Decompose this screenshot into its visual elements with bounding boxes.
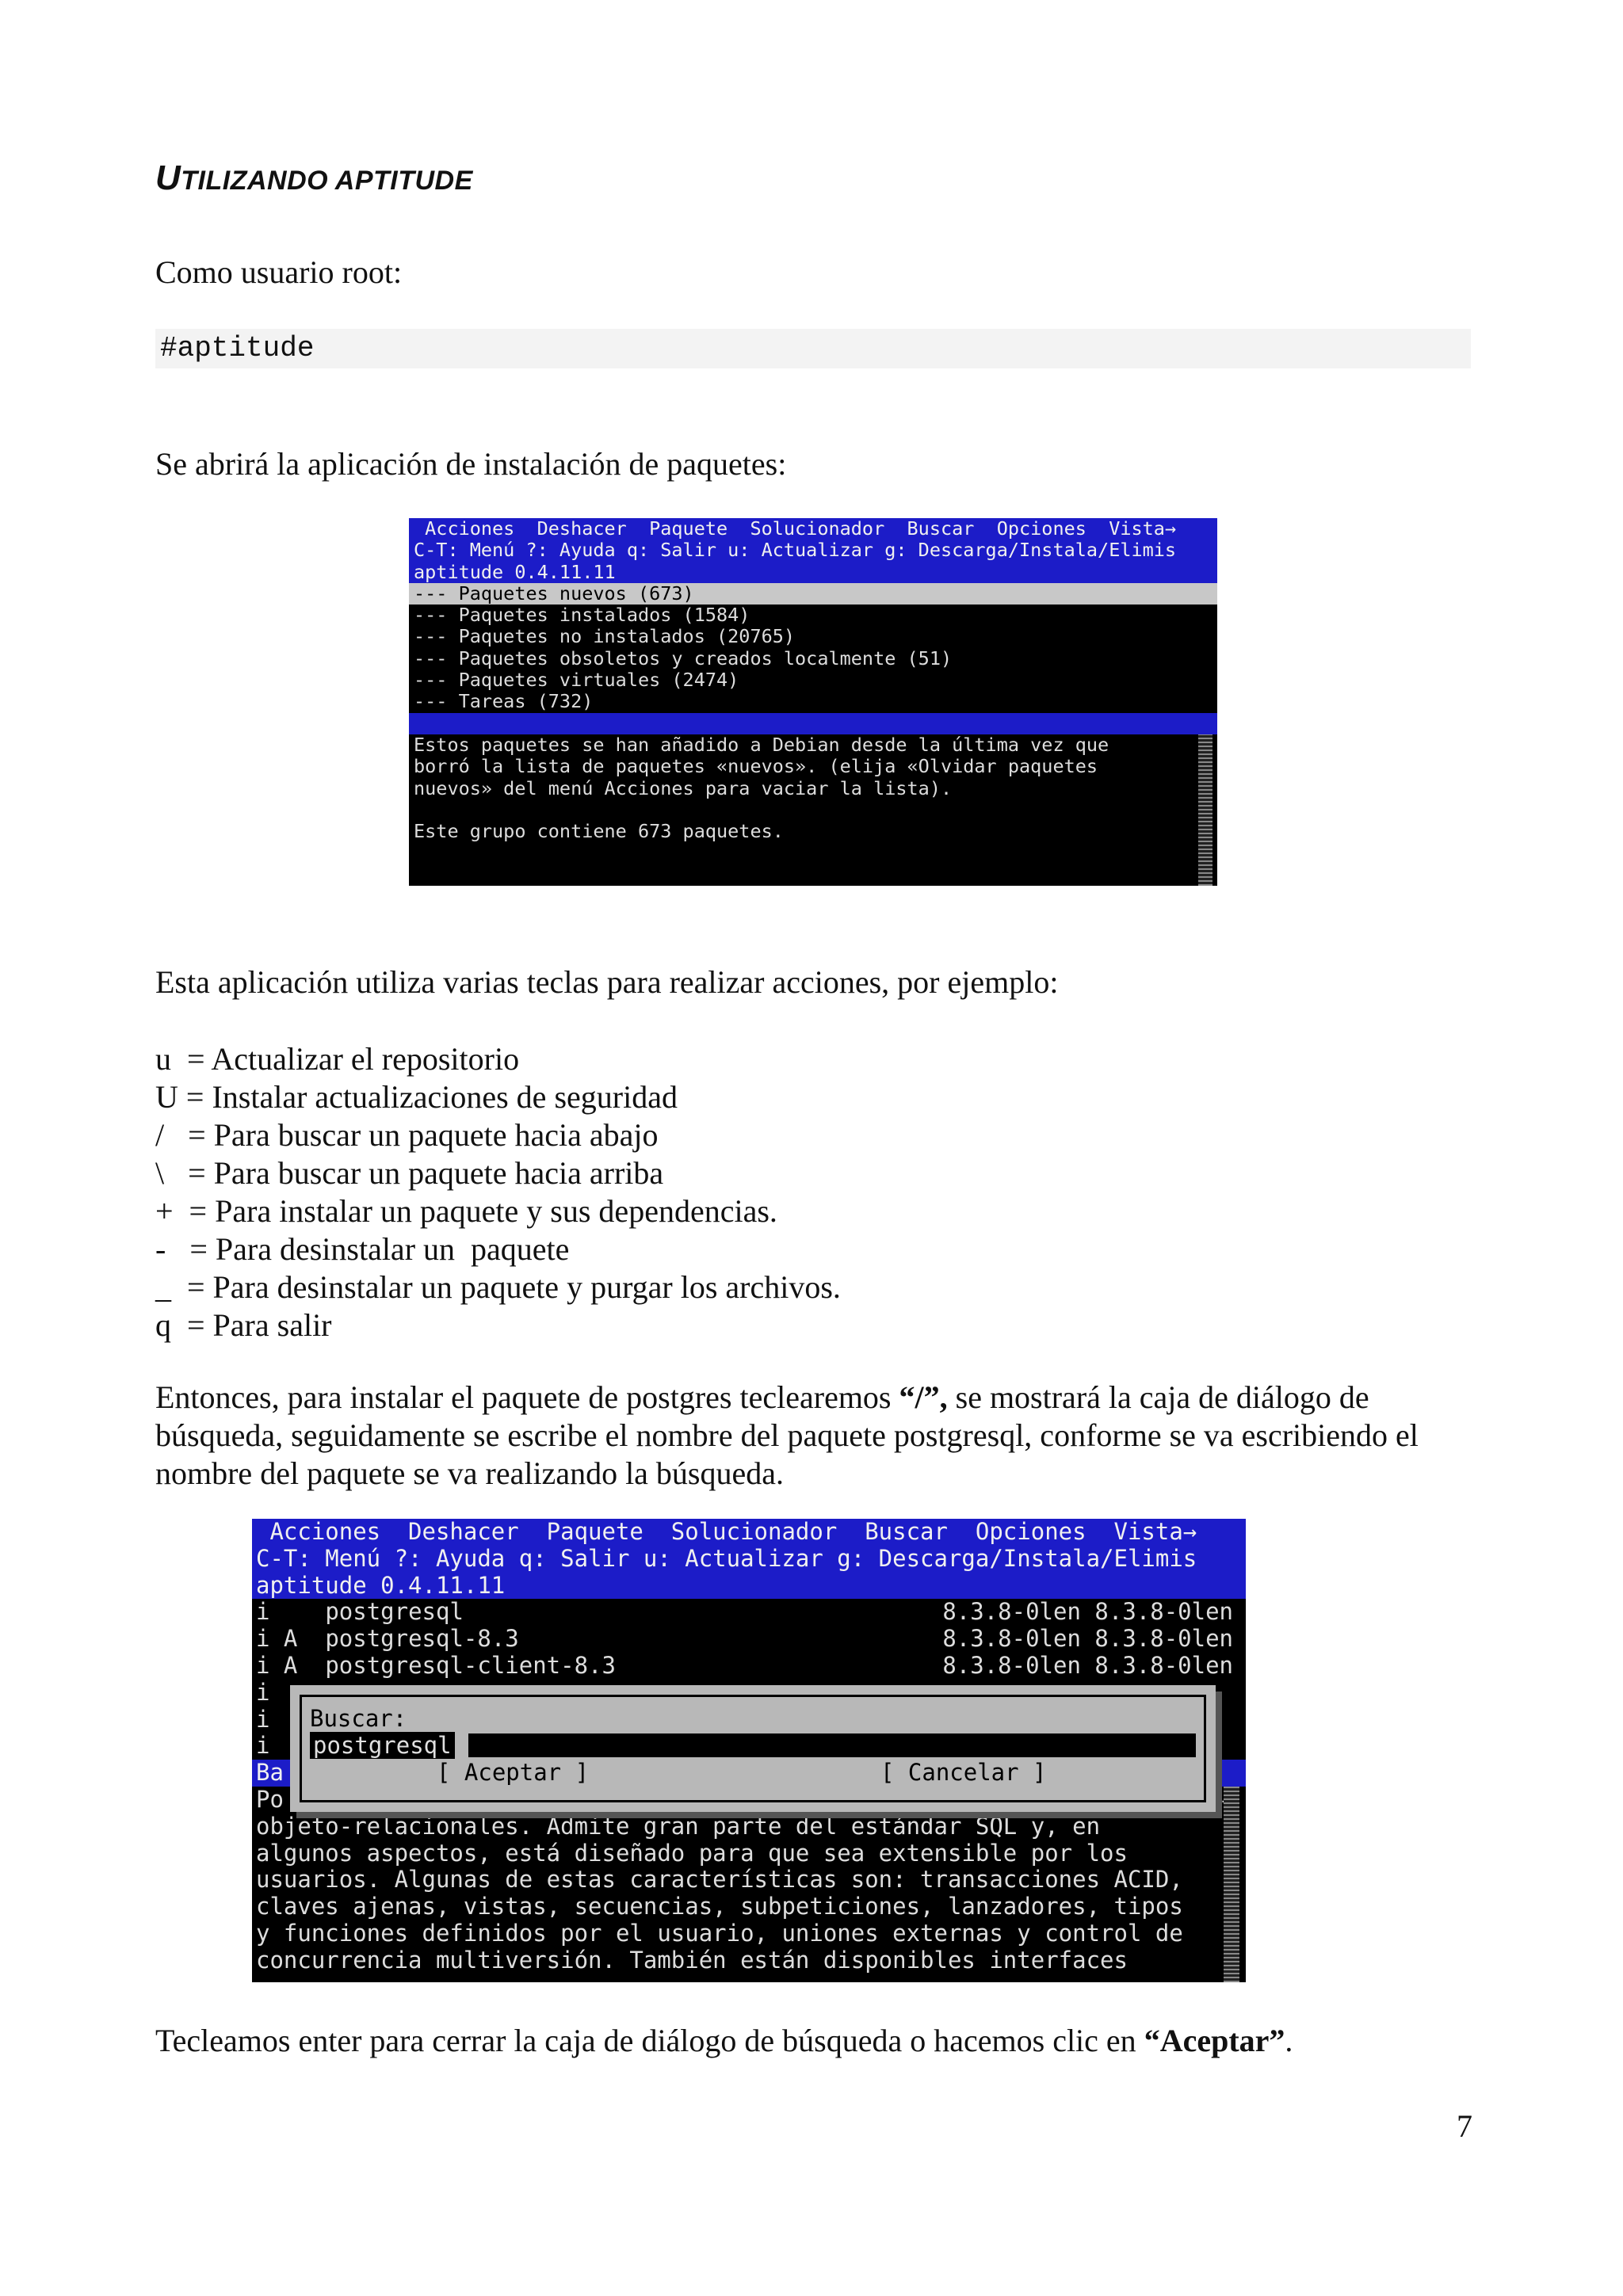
package-versions: 8.3.8-0len 8.3.8-0len [942, 1599, 1233, 1626]
key-item: \ = Para buscar un paquete hacia arriba [155, 1155, 664, 1191]
description-line [409, 799, 1217, 821]
tree-item-selected: --- Paquetes nuevos (673) [409, 583, 1217, 605]
closing-bold: “Aceptar” [1144, 2023, 1285, 2058]
description-line: algunos aspectos, está diseñado para que sea extensible por los [256, 1840, 1128, 1867]
tree-item: --- Paquetes instalados (1584) [414, 605, 750, 627]
search-input-bar[interactable] [468, 1733, 1196, 1757]
search-label: Buscar: [310, 1705, 407, 1732]
search-key-bold: “/”, [899, 1379, 948, 1415]
key-item: u = Actualizar el repositorio [155, 1041, 520, 1077]
search-dialog [290, 1685, 1216, 1812]
description-line: y funciones definidos por el usuario, uniones externas y control de [256, 1920, 1183, 1947]
description-line: claves ajenas, vistas, secuencias, subpeticiones, lanzadores, tipos [256, 1894, 1183, 1920]
version-bar: aptitude 0.4.11.11 [252, 1573, 1246, 1600]
partial-blue-row: Ba [252, 1760, 1246, 1787]
heading-initial: U [155, 158, 181, 197]
keys-list [155, 1040, 841, 1344]
tree-item: --- Paquetes no instalados (20765) [414, 626, 796, 648]
scrollbar [1198, 734, 1212, 886]
package-name: postgresql [325, 1599, 464, 1626]
tree-item: --- Tareas (732) [414, 691, 594, 713]
cancel-button[interactable]: [ Cancelar ] [880, 1759, 1047, 1786]
package-versions: 8.3.8-0len 8.3.8-0len [942, 1652, 1233, 1679]
closing-text-after: . [1285, 2023, 1293, 2058]
search-text-before: Entonces, para instalar el paquete de postgres teclearemos [155, 1379, 899, 1415]
page-number: 7 [1457, 2108, 1472, 2144]
description-line: borró la lista de paquetes «nuevos». (elija «Olvidar paquetes [414, 756, 1098, 778]
closing-text-before: Tecleamos enter para cerrar la caja de diálogo de búsqueda o hacemos clic en [155, 2023, 1144, 2058]
package-flags: i [256, 1599, 326, 1626]
command-block: #aptitude [155, 329, 1471, 368]
section-heading [155, 158, 473, 198]
description-line: objeto-relacionales. Admite gran parte del estándar SQL y, en [256, 1813, 1101, 1840]
package-flags: i A [256, 1626, 326, 1653]
package-versions: 8.3.8-0len 8.3.8-0len [942, 1626, 1233, 1653]
key-item: + = Para instalar un paquete y sus dependencias. [155, 1193, 777, 1229]
menu-bar: Acciones Deshacer Paquete Solucionador Buscar Opciones Vista→ [252, 1519, 1246, 1546]
divider-bar [409, 713, 1217, 734]
package-name: postgresql-client-8.3 [325, 1652, 616, 1679]
partial-po: Po [256, 1786, 284, 1813]
hints-bar: C-T: Menú ?: Ayuda q: Salir u: Actualizar g: Descarga/Instala/Elimis [252, 1546, 1246, 1573]
partial-row: i [256, 1706, 270, 1733]
description-line: usuarios. Algunas de estas características son: transacciones ACID, [256, 1867, 1183, 1894]
open-text: Se abrirá la aplicación de instalación de paquetes: [155, 446, 787, 482]
menu-bar: Acciones Deshacer Paquete Solucionador Buscar Opciones Vista→ [409, 518, 1217, 540]
key-item: U = Instalar actualizaciones de seguridad [155, 1079, 678, 1115]
accept-button[interactable]: [ Aceptar ] [437, 1759, 590, 1786]
scrollbar [1224, 1787, 1239, 1982]
description-line: nuevos» del menú Acciones para vaciar la lista). [414, 777, 953, 799]
dialog-frame [300, 1695, 1206, 1802]
key-item: _ = Para desinstalar un paquete y purgar los archivos. [155, 1269, 841, 1305]
hints-bar: C-T: Menú ?: Ayuda q: Salir u: Actualizar g: Descarga/Instala/Elimis [409, 540, 1217, 561]
description-line: Estos paquetes se han añadido a Debian desde la última vez que [414, 734, 1109, 756]
partial-row: i [256, 1733, 270, 1760]
search-input[interactable] [310, 1732, 1196, 1759]
intro-text: Como usuario root: [155, 254, 403, 290]
package-row [252, 1626, 1246, 1653]
key-item: q = Para salir [155, 1307, 332, 1343]
aptitude-screenshot-main [409, 518, 1217, 886]
package-name: postgresql-8.3 [325, 1626, 519, 1653]
search-paragraph [155, 1379, 1471, 1493]
partial-row: i [256, 1679, 270, 1706]
package-flags: i A [256, 1652, 326, 1679]
closing-paragraph [155, 2022, 1471, 2060]
description-line: concurrencia multiversión. También están disponibles interfaces [256, 1947, 1128, 1974]
heading-rest: TILIZANDO APTITUDE [181, 166, 473, 196]
version-bar: aptitude 0.4.11.11 [409, 562, 1217, 583]
key-item: / = Para buscar un paquete hacia abajo [155, 1117, 659, 1153]
keys-intro: Esta aplicación utiliza varias teclas para realizar acciones, por ejemplo: [155, 964, 1059, 1000]
tree-item: --- Paquetes obsoletos y creados localmente (51) [414, 647, 953, 669]
package-row [252, 1599, 1246, 1626]
key-item: - = Para desinstalar un paquete [155, 1231, 570, 1267]
package-row [252, 1653, 1246, 1680]
description-line: Este grupo contiene 673 paquetes. [414, 821, 784, 843]
aptitude-screenshot-search [252, 1519, 1246, 1982]
search-text-after: se mostrará la caja de diálogo de búsqueda, seguidamente se escribe el nombre del paquete postgresql, conforme se va escribiendo el nombre del paquete se va realizando la búsqueda. [155, 1379, 1419, 1491]
tree-item: --- Paquetes virtuales (2474) [414, 669, 739, 692]
search-typed-text: postgresql [310, 1732, 455, 1759]
